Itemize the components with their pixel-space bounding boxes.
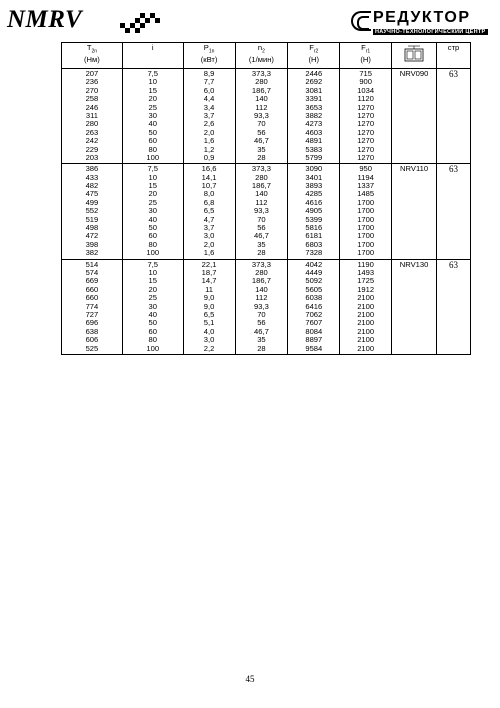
cell-value: 6,0	[203, 85, 215, 95]
cell-value: 1270	[357, 152, 375, 162]
cell-value: 100	[146, 343, 160, 353]
table-row	[62, 164, 471, 259]
cell-value: 46,7	[254, 136, 269, 146]
cell-n2	[235, 259, 288, 354]
column-header-i: i	[122, 43, 183, 69]
brand-name: РЕДУКТОР	[373, 9, 471, 26]
cell-value: 6,5	[203, 206, 215, 216]
cell-value: 3391	[305, 94, 323, 104]
cell-value: 5383	[305, 144, 323, 154]
cell-value: 3,0	[203, 231, 215, 241]
cell-value: 56	[257, 318, 266, 328]
brand-mark-icon	[351, 11, 371, 31]
cell-value: 3,0	[203, 335, 215, 345]
cell-value: 3,7	[203, 110, 215, 120]
cell-value: 203	[85, 152, 99, 162]
cell-value: 525	[85, 343, 99, 353]
cell-value: 660	[85, 293, 99, 303]
cell-value: 30	[148, 301, 157, 311]
cell-value: 1700	[357, 248, 375, 258]
cell-value: 35	[257, 239, 266, 249]
cell-value: 60	[148, 231, 157, 241]
cell-value: 56	[257, 127, 266, 137]
cell-value: 4273	[305, 119, 323, 129]
cell-model: NRV090	[392, 69, 437, 164]
cell-value: 56	[257, 223, 266, 233]
cell-p1n	[183, 259, 235, 354]
column-header-p1n: $P_{1n}$ (кВт)	[183, 43, 235, 69]
table-row	[62, 259, 471, 354]
cell-value: 1700	[357, 206, 375, 216]
cell-fr1	[340, 259, 392, 354]
cell-value: 1700	[357, 239, 375, 249]
cell-value: 280	[255, 77, 268, 87]
cell-value: 11	[205, 284, 214, 294]
table-header-row	[62, 43, 471, 69]
cell-value: 14,1	[201, 172, 217, 182]
cell-value: 14,7	[201, 276, 217, 286]
cell-value: 1337	[357, 181, 375, 191]
cell-value: 696	[85, 318, 99, 328]
cell-value: 100	[146, 152, 160, 162]
cell-value: 2,6	[203, 119, 215, 129]
cell-value: 280	[255, 172, 268, 182]
column-header-model	[392, 43, 437, 69]
cell-value: 242	[85, 136, 99, 146]
cell-value: 80	[148, 239, 157, 249]
cell-t2n	[62, 69, 123, 164]
cell-value: 1485	[357, 189, 375, 199]
cell-value: 15	[148, 181, 157, 191]
cell-value: 2,0	[203, 239, 215, 249]
cell-value: 1,2	[203, 144, 215, 154]
cell-value: 10,7	[201, 181, 217, 191]
cell-value: 1700	[357, 197, 375, 207]
cell-value: 5092	[305, 276, 323, 286]
cell-value: 6416	[305, 301, 323, 311]
cell-value: 1270	[357, 136, 375, 146]
cell-value: 35	[257, 144, 266, 154]
cell-value: 382	[85, 248, 99, 258]
cell-value: 93,3	[254, 110, 269, 120]
gearbox-data-table	[61, 42, 471, 355]
cell-value: 3882	[305, 110, 323, 120]
cell-value: 28	[257, 152, 266, 162]
cell-value: 1700	[357, 214, 375, 224]
cell-value: 2100	[357, 309, 375, 319]
cell-value: 246	[85, 102, 99, 112]
cell-value: 263	[85, 127, 99, 137]
cell-value: 1270	[357, 110, 375, 120]
cell-value: 660	[85, 284, 99, 294]
cell-value: 229	[85, 144, 99, 154]
cell-page: 63	[437, 69, 471, 164]
cell-value: 3893	[305, 181, 323, 191]
cell-value: 373,3	[251, 259, 271, 269]
cell-value: 519	[85, 214, 99, 224]
cell-value: 70	[257, 214, 266, 224]
cell-value: 3081	[305, 85, 323, 95]
cell-value: 30	[148, 110, 157, 120]
cell-value: 40	[148, 309, 157, 319]
cell-value: 270	[85, 85, 99, 95]
cell-value: 15	[148, 276, 157, 286]
gearbox-icon	[404, 44, 424, 63]
cell-value: 6181	[305, 231, 323, 241]
cell-value: 93,3	[254, 301, 269, 311]
cell-value: 7,5	[147, 69, 159, 78]
cell-value: 3,7	[203, 223, 215, 233]
cell-value: 1,6	[203, 136, 215, 146]
cell-value: 0,9	[203, 152, 215, 162]
cell-value: 3401	[305, 172, 323, 182]
cell-value: 715	[359, 69, 372, 78]
nmrv-logo: NMRV	[7, 6, 83, 33]
cell-page: 63	[437, 259, 471, 354]
cell-value: 20	[148, 284, 157, 294]
cell-value: 25	[148, 197, 157, 207]
cell-value: 20	[148, 94, 157, 104]
cell-value: 10	[148, 267, 157, 277]
cell-value: 482	[85, 181, 99, 191]
cell-value: 774	[85, 301, 99, 311]
cell-fr1	[340, 69, 392, 164]
cell-value: 1,6	[203, 248, 215, 258]
cell-value: 1493	[357, 267, 375, 277]
cell-value: 2446	[305, 69, 323, 78]
cell-value: 7,5	[147, 164, 159, 174]
cell-value: 25	[148, 102, 157, 112]
cell-value: 1270	[357, 144, 375, 154]
cell-value: 3090	[305, 164, 323, 174]
page-header	[0, 0, 500, 44]
cell-value: 10	[148, 77, 157, 87]
cell-value: 2100	[357, 343, 375, 353]
cell-p1n	[183, 164, 235, 259]
cell-value: 140	[255, 189, 268, 199]
cell-value: 8,0	[203, 189, 215, 199]
cell-value: 50	[148, 223, 157, 233]
cell-value: 40	[148, 119, 157, 129]
cell-value: 6,5	[203, 309, 215, 319]
cell-value: 6803	[305, 239, 323, 249]
cell-value: 140	[255, 94, 268, 104]
cell-model: NRV110	[392, 164, 437, 259]
cell-value: 499	[85, 197, 99, 207]
cell-value: 2100	[357, 318, 375, 328]
cell-fr1	[340, 164, 392, 259]
cell-value: 80	[148, 335, 157, 345]
cell-value: 5605	[305, 284, 323, 294]
cell-fr2	[288, 259, 340, 354]
cell-value: 4285	[305, 189, 323, 199]
cell-value: 4905	[305, 206, 323, 216]
cell-i	[122, 69, 183, 164]
cell-value: 7328	[305, 248, 323, 258]
cell-value: 4616	[305, 197, 323, 207]
cell-value: 2,0	[203, 127, 215, 137]
cell-value: 50	[148, 318, 157, 328]
cell-value: 1912	[357, 284, 375, 294]
cell-value: 15	[148, 85, 157, 95]
cell-model: NRV130	[392, 259, 437, 354]
cell-value: 60	[148, 136, 157, 146]
cell-value: 280	[255, 267, 268, 277]
cell-value: 280	[85, 119, 99, 129]
cell-value: 1270	[357, 119, 375, 129]
cell-value: 8,9	[203, 69, 215, 78]
cell-value: 186,7	[251, 181, 271, 191]
cell-value: 16,6	[201, 164, 217, 174]
cell-value: 112	[255, 102, 268, 112]
cell-value: 472	[85, 231, 99, 241]
cell-value: 475	[85, 189, 99, 199]
cell-value: 20	[148, 189, 157, 199]
cell-value: 10	[148, 172, 157, 182]
cell-value: 7,7	[203, 77, 215, 87]
column-header-page: стр	[437, 43, 471, 69]
cell-value: 60	[148, 326, 157, 336]
cell-value: 900	[359, 77, 372, 87]
cell-value: 186,7	[251, 85, 271, 95]
cell-value: 112	[255, 293, 268, 303]
cell-value: 4891	[305, 136, 323, 146]
cell-value: 373,3	[251, 164, 271, 174]
cell-value: 386	[85, 164, 99, 174]
cell-fr2	[288, 69, 340, 164]
cell-value: 3,4	[203, 102, 215, 112]
cell-value: 112	[255, 197, 268, 207]
cell-n2	[235, 164, 288, 259]
cell-value: 4603	[305, 127, 323, 137]
cell-value: 7062	[305, 309, 323, 319]
cell-value: 7607	[305, 318, 323, 328]
column-header-fr1: $F_{r1}$ (Н)	[340, 43, 392, 69]
cell-value: 28	[257, 343, 266, 353]
cell-value: 100	[146, 248, 160, 258]
cell-n2	[235, 69, 288, 164]
cell-value: 2100	[357, 326, 375, 336]
cell-value: 35	[257, 335, 266, 345]
cell-value: 606	[85, 335, 99, 345]
cell-page: 63	[437, 164, 471, 259]
cell-value: 6038	[305, 293, 323, 303]
cell-value: 4449	[305, 267, 323, 277]
checkered-flag-icon	[118, 13, 162, 37]
cell-value: 5816	[305, 223, 323, 233]
cell-value: 46,7	[254, 326, 269, 336]
column-header-fr2: $F_{r2}$ (Н)	[288, 43, 340, 69]
cell-t2n	[62, 164, 123, 259]
cell-value: 1270	[357, 102, 375, 112]
cell-value: 140	[255, 284, 268, 294]
cell-value: 311	[85, 110, 98, 120]
cell-value: 18,7	[201, 267, 217, 277]
cell-fr2	[288, 164, 340, 259]
cell-value: 207	[85, 69, 99, 78]
cell-value: 433	[85, 172, 99, 182]
cell-value: 2100	[357, 335, 375, 345]
cell-value: 1700	[357, 231, 375, 241]
cell-i	[122, 259, 183, 354]
cell-value: 4042	[305, 259, 323, 269]
cell-value: 9,0	[203, 293, 215, 303]
cell-value: 398	[85, 239, 99, 249]
cell-value: 7,5	[147, 259, 159, 269]
cell-value: 514	[85, 259, 99, 269]
page-number: 45	[245, 674, 255, 684]
cell-value: 4,0	[203, 326, 215, 336]
cell-value: 2,2	[203, 343, 215, 353]
cell-value: 50	[148, 127, 157, 137]
cell-value: 236	[85, 77, 99, 87]
cell-value: 5,1	[203, 318, 215, 328]
cell-value: 1034	[357, 85, 375, 95]
cell-value: 727	[85, 309, 99, 319]
cell-value: 669	[85, 276, 99, 286]
cell-value: 1725	[357, 276, 375, 286]
cell-value: 8084	[305, 326, 323, 336]
cell-value: 46,7	[254, 231, 269, 241]
cell-value: 1120	[357, 94, 374, 104]
cell-value: 40	[148, 214, 157, 224]
cell-value: 4,4	[203, 94, 215, 104]
cell-value: 1190	[357, 259, 374, 269]
cell-value: 5399	[305, 214, 323, 224]
cell-p1n	[183, 69, 235, 164]
cell-value: 9584	[305, 343, 323, 353]
cell-value: 2100	[357, 293, 375, 303]
cell-value: 552	[85, 206, 99, 216]
cell-value: 93,3	[254, 206, 269, 216]
cell-value: 80	[148, 144, 157, 154]
cell-value: 9,0	[203, 301, 215, 311]
cell-value: 1700	[357, 223, 375, 233]
cell-value: 638	[85, 326, 99, 336]
cell-value: 30	[148, 206, 157, 216]
cell-value: 25	[148, 293, 157, 303]
cell-value: 258	[85, 94, 99, 104]
cell-t2n	[62, 259, 123, 354]
column-header-n2: $n_2$ (1/мин)	[235, 43, 288, 69]
cell-value: 28	[257, 248, 266, 258]
cell-value: 186,7	[251, 276, 271, 286]
cell-value: 3653	[305, 102, 323, 112]
cell-value: 70	[257, 309, 266, 319]
cell-i	[122, 164, 183, 259]
cell-value: 1270	[357, 127, 375, 137]
cell-value: 4,7	[203, 214, 215, 224]
cell-value: 5799	[305, 152, 323, 162]
cell-value: 2100	[357, 301, 375, 311]
cell-value: 574	[85, 267, 99, 277]
cell-value: 6,8	[203, 197, 215, 207]
brand-logo	[351, 9, 493, 37]
cell-value: 8897	[305, 335, 323, 345]
cell-value: 373,3	[251, 69, 271, 78]
cell-value: 22,1	[201, 259, 217, 269]
table-row	[62, 69, 471, 164]
cell-value: 498	[85, 223, 99, 233]
cell-value: 70	[257, 119, 266, 129]
cell-value: 950	[359, 164, 372, 174]
column-header-t2n: $T_{2n}$ (Нм)	[62, 43, 123, 69]
brand-subtitle: НАУЧНО-ТЕХНОЛОГИЧЕСКИЙ ЦЕНТР	[375, 29, 486, 35]
cell-value: 2692	[305, 77, 323, 87]
cell-value: 1194	[357, 172, 374, 182]
